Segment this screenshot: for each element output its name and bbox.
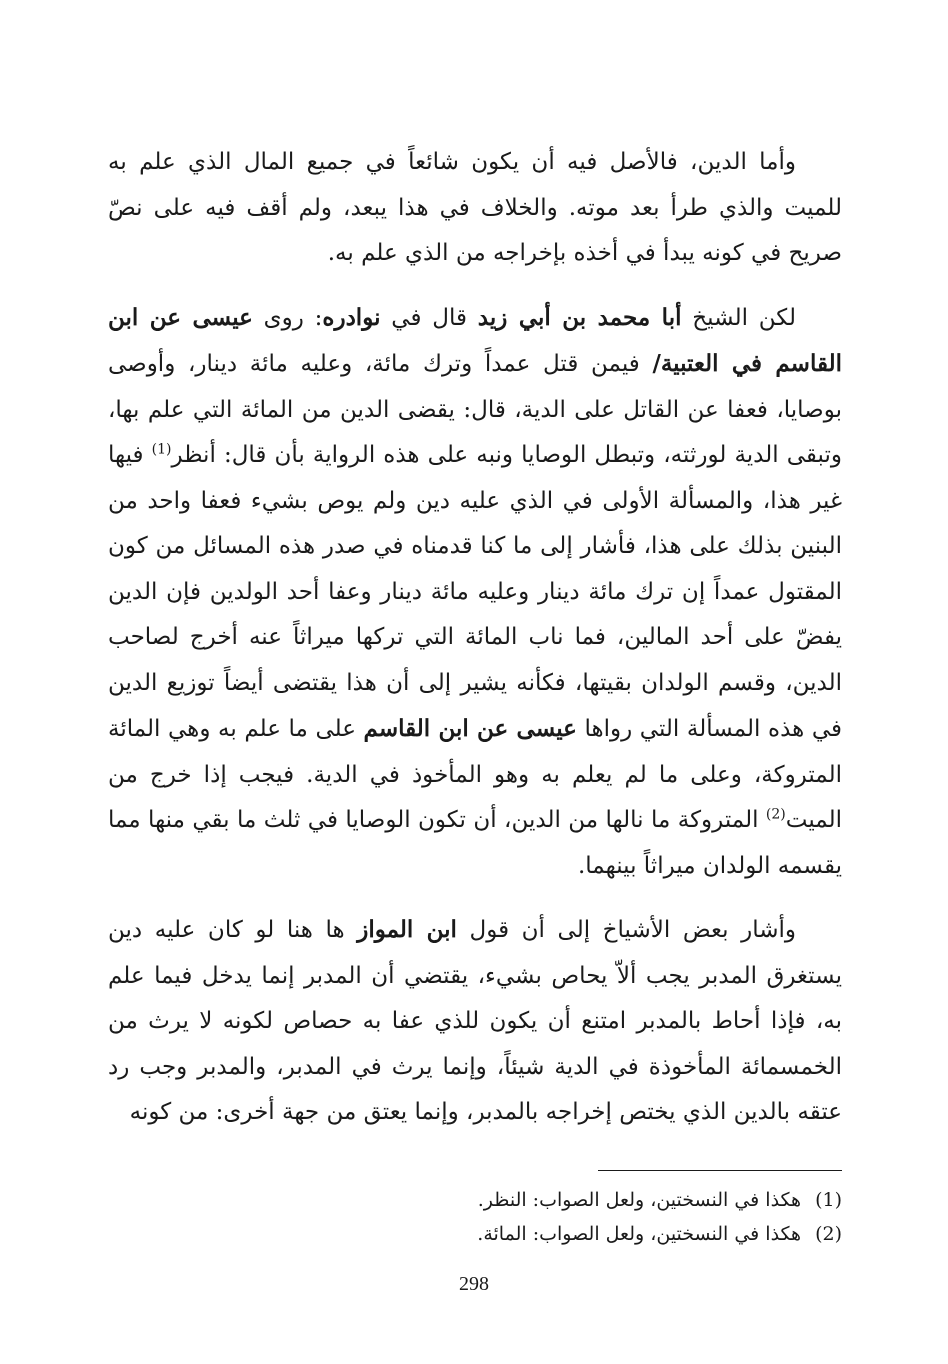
footnote-reference: (2) [765,806,786,823]
bold-name: عيسى عن ابن القاسم في العتبية/ [108,303,842,377]
text-segment: على ما علم به وهي المائة المتروكة، وعلى ما لم يعلم به وهو المأخوذ في الدية. فيجب إذا خرج من الميت [108,716,842,833]
footnote-1 [108,1183,842,1217]
text-segment: لكن الشيخ [681,304,797,331]
main-text [108,140,842,1136]
bold-name: عيسى عن ابن القاسم [363,715,577,742]
bold-name: نوادره [322,303,381,331]
paragraph-1 [108,140,842,277]
text-segment: المتروكة ما نالها من الدين، أن تكون الوصايا في ثلث ما بقي منها مما يقسمه الولدان ميراثاً بينهما. [108,807,842,879]
footnote-text: هكذا في النسختين، ولعل الصواب: النظر. [477,1189,802,1211]
text-segment: فيها غير هذا، والمسألة الأولى في الذي عليه دين ولم يوص بشيء فعفا واحد من البنين بذلك على هذا، فأشار إلى ما كنا قدمناه في صدر هذه المسائل من كون المقتول عمداً إن ترك مائة دينار وعليه مائة دينار وعفا أحد الولدين فإن الدين يفضّ على أحد المالين، فما ناب المائة التي تركها ميراثاً عنه أخرج لصاحب الدين، وقسم الولدان بقيتها، فكأنه يشير إلى أن هذا يقتضى أيضاً توزيع الدين في هذه المسألة التي رواها [108,442,843,742]
text-segment: وأما الدين، فالأصل فيه أن يكون شائعاً في جميع المال الذي علم به للميت والذي طرأ بعد موته. والخلاف في هذا يبعد، ولم أقف فيه على نصّ صريح في كونه يبدأ في أخذه بإخراجه من الذي علم به. [108,149,842,266]
paragraph-2 [108,295,842,890]
footnote-separator [598,1170,842,1171]
footnote-2 [108,1217,842,1251]
paragraph-3 [108,907,842,1136]
footnote-text: هكذا في النسختين، ولعل الصواب: المائة. [477,1223,802,1245]
bold-name: أبا محمد بن أبي زيد [477,303,682,331]
footnote-reference: (1) [151,441,172,458]
text-segment: فيمن قتل عمداً وترك مائة، وعليه مائة دينار، وأوصى بوصايا، فعفا عن القاتل على الدية، قال: يقضى الدين من المائة التي علم بها، وتبقى الدية لورثته، وتبطل الوصايا ونبه على هذه الرواية بأن قال: أنظر [108,351,842,468]
text-segment: : روى [252,304,323,331]
text-segment: ها هنا لو كان عليه دين يستغرق المدبر يجب ألاّ يحاص بشيء، يقتضي أن المدبر إنما يدخل فيما علم به، فإذا أحاط بالمدبر امتنع أن يكون للذي عفا به حصاص لكونه لا يرث من الخمسمائة المأخوذة في الدية شيئاً، وإنما يرث في المدبر، والمدبر وجب رد عتقه بالدين الذي يختص إخراجه بالمدبر، وإنما يعتق من جهة أخرى: من كونه [108,917,842,1125]
footnotes [108,1183,842,1251]
text-segment: قال في [380,304,478,331]
footnote-number: (1) [815,1189,842,1211]
text-segment: وأشار بعض الأشياخ إلى أن قول [456,917,796,943]
footnote-number: (2) [815,1223,842,1245]
bold-name: ابن المواز [357,916,457,943]
page-number: 298 [459,1273,489,1295]
